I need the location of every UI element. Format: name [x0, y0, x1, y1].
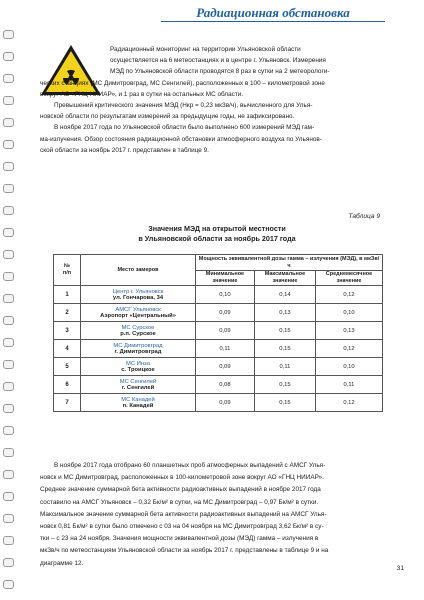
outro-line: новск и МС Димитровград, расположенных в 100-километровой зоне вокруг АО «ГНЦ НИИАР». [40, 474, 324, 482]
outro-line: В ноябре 2017 года отобрано 60 планшетных проб атмосферных выпадений с АМСГ Улья- [54, 462, 326, 469]
table-caption: Таблица 9 [348, 213, 380, 220]
dose-rate-table [53, 254, 383, 412]
col-header-dose-group: Мощность эквивалентной дозы гамма – излучения (МЭД), в мкЗв/ч [196, 255, 383, 271]
outro-line: составило на АМСГ Ульяновск – 0,32 Бк/м² в сутки, на МС Димитровград – 0,97 Бк/м² в сутки. [40, 498, 319, 506]
outro-line: новск 0,81 Бк/м² в сутки было отмечено с 03 на 04 ноября на МС Димитровград 3,62 Бк/м² в су- [40, 523, 324, 531]
table-row: 3 МС Сурское р.п. Сурское 0,09 0,15 0,13 [54, 322, 383, 340]
spiral-binding [0, 0, 18, 600]
page-number: 31 [396, 565, 404, 572]
table-row: 1 Центр г. Ульяновск ул. Гончарова, 34 0,10 0,14 0,12 [54, 286, 383, 304]
outro-line: тки – с 23 на 24 ноября. Значения мощности эквивалентной дозы (МЭД) гамма – излучения в [40, 535, 319, 543]
col-header-min: Минимальное значение [196, 271, 255, 286]
outro-paragraph [40, 460, 396, 570]
title-underline [161, 21, 385, 22]
intro-line: ской области за ноябрь 2017 г. представлен в таблице 9. [40, 146, 209, 154]
intro-line: ческих станциях (МС Димитровград, МС Сенгилей), расположенных в 100 – километровой зоне [40, 79, 325, 87]
intro-line: ма-излучения. Обзор состояния радиационной обстановки атмосферного воздуха по Ульянов- [40, 135, 322, 143]
page-title: Радиационная обстановка [196, 5, 350, 20]
table-row: 4 МС Димитровград г. Димитровград 0,11 0,15 0,12 [54, 340, 383, 358]
table-row: 5 МС Инза с. Троицкое 0,09 0,11 0,10 [54, 358, 383, 376]
col-header-avg: Среднемесячное значение [315, 271, 382, 286]
intro-paragraph [40, 44, 396, 156]
intro-line: МЭД по Ульяновской области проводятся 8 раз в сутки на 2 метеорологи- [110, 68, 330, 76]
table-title-line: в Ульяновской области за ноябрь 2017 года [138, 234, 296, 243]
table-row: 7 МС Канадей п. Канадей 0,09 0,15 0,12 [54, 394, 383, 412]
intro-line: Превышений критического значения МЭД (Нкр = 0,23 мкЗв/ч), вычисленного для Улья- [54, 102, 313, 110]
intro-line: осуществляется на 6 метеостанциях и в центре г. Ульяновск. Измерения [110, 57, 326, 65]
col-header-max: Максимальное значение [254, 271, 315, 286]
intro-line: новской области по результатам измерений за предыдущие годы, не зафиксировано. [40, 113, 295, 121]
document-page [18, 0, 422, 600]
col-header-number: № п/п [54, 255, 81, 286]
intro-line: Радиационный мониторинг на территории Ульяновской области [110, 46, 301, 53]
table-title-line: Значения МЭД на открытой местности [148, 224, 286, 233]
table-title [58, 224, 376, 244]
outro-line: Среднее значение суммарной бета активности радиоактивных выпадений в ноябре 2017 года [40, 486, 321, 494]
outro-line: диаграмме 12. [40, 559, 84, 567]
outro-line: мкЗв/ч по метеостанциям Ульяновской области за ноябрь 2017 г. представлены в таблице 9 и на [40, 547, 329, 555]
intro-line: В ноябре 2017 года по Ульяновской области было выполнено 600 измерений МЭД гам- [54, 124, 315, 132]
col-header-place: Место замеров [81, 255, 196, 286]
table-row: 6 МС Сенгилей г. Сенгилей 0,08 0,15 0,11 [54, 376, 383, 394]
outro-line: Максимальное значение суммарной бета активности радиоактивных выпадений на АМСГ Улья- [40, 510, 327, 518]
table-row: 2 АМСГ Ульяновск Аэропорт «Центральный» 0,09 0,13 0,10 [54, 304, 383, 322]
intro-line: вокруг АО «ГНЦ НИИАР», и 1 раз в сутки на остальных МС области. [40, 90, 244, 98]
